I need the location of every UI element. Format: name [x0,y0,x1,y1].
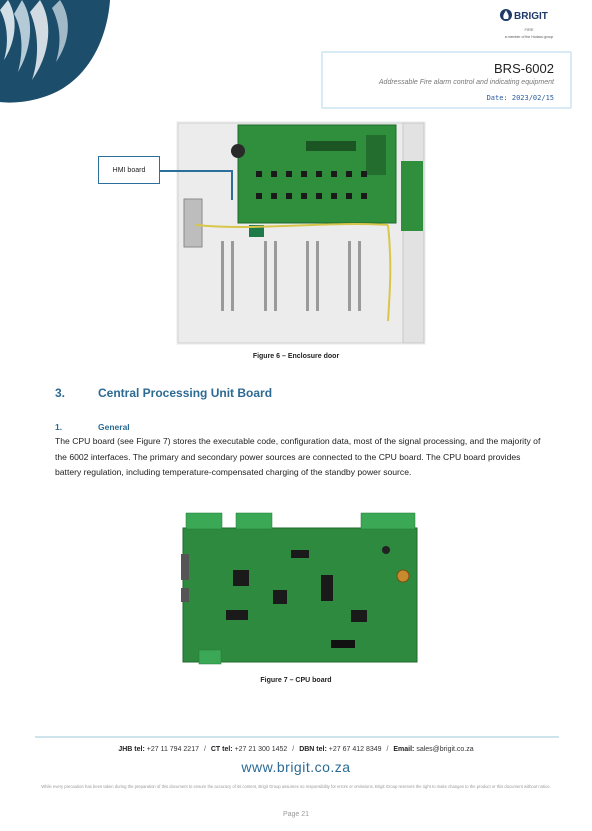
section-number: 3. [55,386,66,400]
footer-disclaimer: While every precaution has been taken during the preparation of this document to ensure the accuracy of its content, Brigit Group assumes no responsibility for errors or omissions. Brigit Group reserves the right to make changes to the product or this document without notice. [41,784,551,789]
jhb-tel-value[interactable]: +27 11 794 2217 [146,746,199,753]
figure-7-caption: Figure 7 – CPU board [260,677,332,684]
page-number: Page 21 [282,811,310,818]
contact-separator: / [386,746,389,753]
email-link[interactable]: sales@brigit.co.za [416,746,474,753]
contact-separator: / [203,746,206,753]
callout-leader-line [160,170,232,172]
dbn-tel-value[interactable]: +27 67 412 8349 [328,746,382,753]
ct-tel-label: CT tel: [210,746,233,753]
enclosure-door-photo [176,121,426,345]
logo-sub-text: FIRE [524,27,534,32]
document-date: Date: 2023/02/15 [486,94,554,102]
corner-flame-graphic [0,0,110,105]
figure-6-caption: Figure 6 – Enclosure door [252,353,340,360]
brigit-flame-icon [498,8,560,22]
jhb-tel-label: JHB tel: [118,746,145,753]
logo-tagline: a member of the Hudaco group [504,35,554,39]
subsection-title: General [98,422,130,432]
hmi-board-callout: HMI board [98,156,160,184]
document-title-box [321,51,572,109]
contact-separator: / [292,746,295,753]
website-link[interactable]: www.brigit.co.za [241,759,351,775]
document-code: BRS-6002 [494,61,554,76]
subsection-number: 1. [55,422,63,432]
ct-tel-value[interactable]: +27 21 300 1452 [234,746,288,753]
dbn-tel-label: DBN tel: [299,746,327,753]
body-paragraph: The CPU board (see Figure 7) stores the executable code, configuration data, most of the signal processing, and the majority of the 6002 interfaces. The primary and secondary power sources are connected to the CPU board. The CPU board provides battery regulation, including temperature-compensated charging of the standby power source. [55,436,541,477]
callout-leader-line-vertical [231,170,233,200]
footer-divider [35,736,559,738]
email-label: Email: [393,746,415,753]
logo-brand-text: BRIGIT [514,11,548,22]
brigit-logo [498,8,560,38]
cpu-board-photo [181,510,419,668]
section-title: Central Processing Unit Board [98,386,273,400]
footer-contacts [0,746,592,753]
document-description: Addressable Fire alarm control and indicating equipment [378,79,554,86]
